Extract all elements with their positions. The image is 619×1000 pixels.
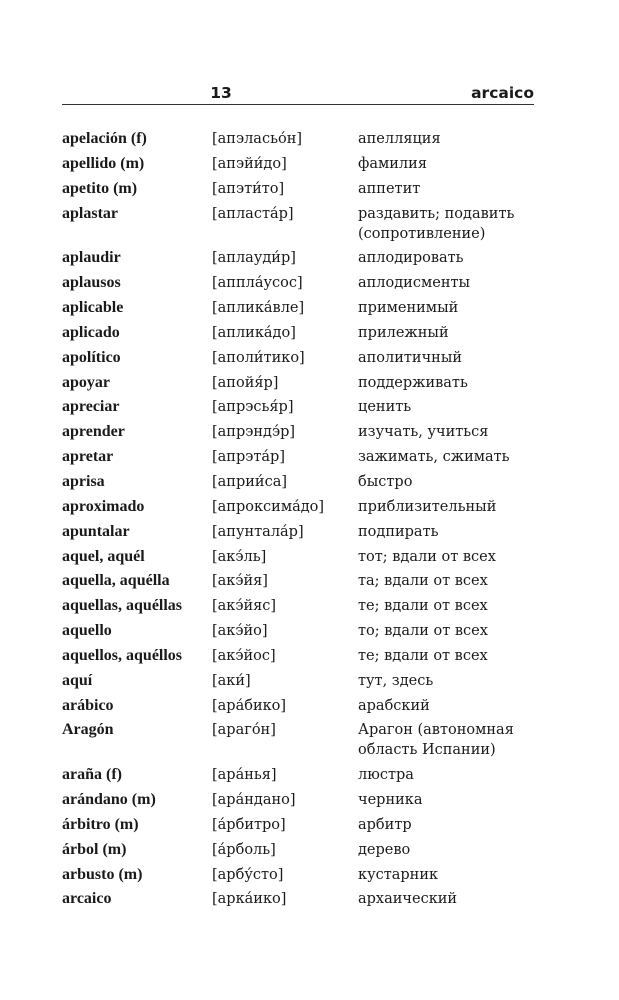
dictionary-entry: [62, 273, 542, 298]
entry-translation: те; вдали от всех: [358, 647, 488, 664]
page-header: [62, 82, 534, 104]
entry-translation: приблизительный: [358, 498, 497, 515]
dictionary-entry: [62, 472, 542, 497]
entry-translation: арбитр: [358, 816, 412, 833]
dictionary-entry: [62, 397, 542, 422]
entry-headword: arábico: [62, 696, 114, 714]
entry-translation: фамилия: [358, 155, 427, 172]
entry-translation: те; вдали от всех: [358, 598, 488, 615]
entry-headword: apreciar: [62, 398, 120, 416]
entry-translation: поддерживать: [358, 374, 468, 391]
entry-headword: apoyar: [62, 373, 110, 391]
dictionary-entry: [62, 696, 542, 721]
entry-translation: архаический: [358, 891, 458, 908]
dictionary-entry: [62, 522, 542, 547]
dictionary-entry: [62, 815, 542, 840]
entry-pronunciation: [акэ́ль]: [212, 548, 267, 565]
entry-pronunciation: [арбу́сто]: [212, 866, 284, 883]
entry-pronunciation: [акэ́йяс]: [212, 598, 277, 615]
entry-headword: aplausos: [62, 274, 121, 292]
entry-translation: аплодисменты: [358, 275, 471, 292]
entry-headword: aquella, aquélla: [62, 572, 170, 590]
entry-translation: аполитичный: [358, 349, 463, 366]
entry-translation: черника: [358, 792, 423, 809]
entry-pronunciation: [аплауди́р]: [212, 250, 296, 267]
entry-pronunciation: [акэ́йос]: [212, 647, 276, 664]
entry-translation: апелляция: [358, 131, 441, 147]
entry-pronunciation: [апэйи́до]: [212, 155, 287, 172]
entry-headword: aquí: [62, 671, 93, 689]
entry-headword: araña (f): [62, 766, 122, 784]
dictionary-entry: [62, 621, 542, 646]
entry-headword: aplicable: [62, 299, 124, 317]
entry-headword: aplaudir: [62, 249, 121, 267]
entry-headword: arándano (m): [62, 791, 156, 809]
entry-headword: aquello: [62, 622, 112, 640]
entry-headword: aquel, aquél: [62, 547, 145, 565]
entry-pronunciation: [аплика́вле]: [212, 300, 305, 317]
entry-headword: apolítico: [62, 348, 121, 366]
entry-pronunciation: [апрэндэ́р]: [212, 424, 296, 441]
dictionary-entry: [62, 547, 542, 572]
dictionary-entry: [62, 248, 542, 273]
entry-pronunciation: [априи́са]: [212, 473, 287, 490]
dictionary-entry: [62, 373, 542, 398]
entry-pronunciation: [апроксима́до]: [212, 498, 325, 515]
entry-pronunciation: [апрэта́р]: [212, 449, 285, 466]
dictionary-entry: [62, 154, 542, 179]
entry-pronunciation: [араго́н]: [212, 722, 276, 739]
entry-headword: apretar: [62, 448, 114, 466]
dictionary-entry: [62, 129, 542, 154]
dictionary-entry: [62, 720, 542, 765]
dictionary-entry: [62, 348, 542, 373]
entry-headword: árbitro (m): [62, 815, 139, 833]
entry-pronunciation: [апласта́р]: [212, 205, 294, 222]
entry-headword: apetito (m): [62, 179, 138, 197]
entry-translation: раздавить; подавить (сопротивление): [358, 205, 515, 242]
entry-translation: аплодировать: [358, 250, 464, 267]
running-head: arcaico: [471, 84, 534, 102]
entry-translation: та; вдали от всех: [358, 573, 488, 590]
dictionary-entry: [62, 179, 542, 204]
entry-headword: aprisa: [62, 472, 105, 490]
dictionary-entry: [62, 646, 542, 671]
dictionary-entry: [62, 422, 542, 447]
entry-pronunciation: [а́рбитро]: [212, 816, 286, 833]
entry-translation: люстра: [358, 767, 414, 784]
entry-pronunciation: [апэласьо́н]: [212, 131, 303, 147]
entry-headword: Aragón: [62, 721, 114, 739]
entry-headword: apelación (f): [62, 130, 147, 147]
entry-pronunciation: [аппла́усос]: [212, 275, 303, 292]
entry-pronunciation: [ара́нья]: [212, 767, 277, 784]
header-divider: [62, 104, 534, 105]
entry-pronunciation: [ара́ндано]: [212, 792, 296, 809]
entry-headword: apuntalar: [62, 522, 130, 540]
entry-translation: арабский: [358, 697, 430, 714]
dictionary-entry: [62, 671, 542, 696]
entry-headword: arbusto (m): [62, 865, 143, 883]
entry-pronunciation: [аполи́тико]: [212, 349, 305, 366]
dictionary-entry: [62, 865, 542, 890]
entry-translation: подпирать: [358, 523, 439, 540]
entry-translation: зажимать, сжимать: [358, 449, 510, 466]
entry-pronunciation: [акэ́йя]: [212, 573, 268, 590]
dictionary-entry: [62, 204, 542, 249]
entry-translation: аппетит: [358, 180, 421, 197]
entry-pronunciation: [а́рболь]: [212, 841, 276, 858]
entry-pronunciation: [аки́]: [212, 672, 251, 689]
dictionary-entry: [62, 596, 542, 621]
entry-headword: apellido (m): [62, 154, 145, 172]
entry-headword: arcaico: [62, 890, 112, 908]
dictionary-entry: [62, 298, 542, 323]
page-number: 13: [210, 84, 232, 102]
entry-translation: кустарник: [358, 866, 439, 883]
dictionary-entry: [62, 323, 542, 348]
dictionary-entries: [62, 129, 542, 914]
entry-headword: aquellos, aquéllos: [62, 646, 183, 664]
dictionary-entry: [62, 765, 542, 790]
entry-translation: то; вдали от всех: [358, 623, 488, 640]
entry-pronunciation: [ара́бико]: [212, 697, 287, 714]
entry-translation: Арагон (автономная область Испании): [358, 722, 514, 759]
entry-headword: aquellas, aquéllas: [62, 597, 183, 615]
entry-translation: прилежный: [358, 324, 449, 341]
entry-translation: изучать, учиться: [358, 424, 489, 441]
entry-headword: aplastar: [62, 204, 118, 222]
entry-pronunciation: [арка́ико]: [212, 891, 287, 908]
entry-translation: применимый: [358, 300, 459, 317]
entry-headword: árbol (m): [62, 840, 127, 858]
entry-pronunciation: [аплика́до]: [212, 324, 296, 341]
entry-translation: быстро: [358, 473, 413, 490]
entry-headword: aproximado: [62, 497, 145, 515]
entry-pronunciation: [апунтала́р]: [212, 523, 304, 540]
entry-translation: ценить: [358, 399, 412, 416]
dictionary-entry: [62, 497, 542, 522]
entry-headword: aprender: [62, 423, 125, 441]
dictionary-entry: [62, 447, 542, 472]
dictionary-entry: [62, 889, 542, 914]
dictionary-entry: [62, 571, 542, 596]
entry-translation: дерево: [358, 841, 411, 858]
entry-pronunciation: [апрэсья́р]: [212, 399, 294, 416]
entry-pronunciation: [апэти́то]: [212, 180, 285, 197]
dictionary-entry: [62, 790, 542, 815]
entry-pronunciation: [апойя́р]: [212, 374, 279, 391]
dictionary-entry: [62, 840, 542, 865]
entry-headword: aplicado: [62, 323, 120, 341]
entry-pronunciation: [акэ́йо]: [212, 623, 268, 640]
entry-translation: тут, здесь: [358, 672, 434, 689]
entry-translation: тот; вдали от всех: [358, 548, 496, 565]
